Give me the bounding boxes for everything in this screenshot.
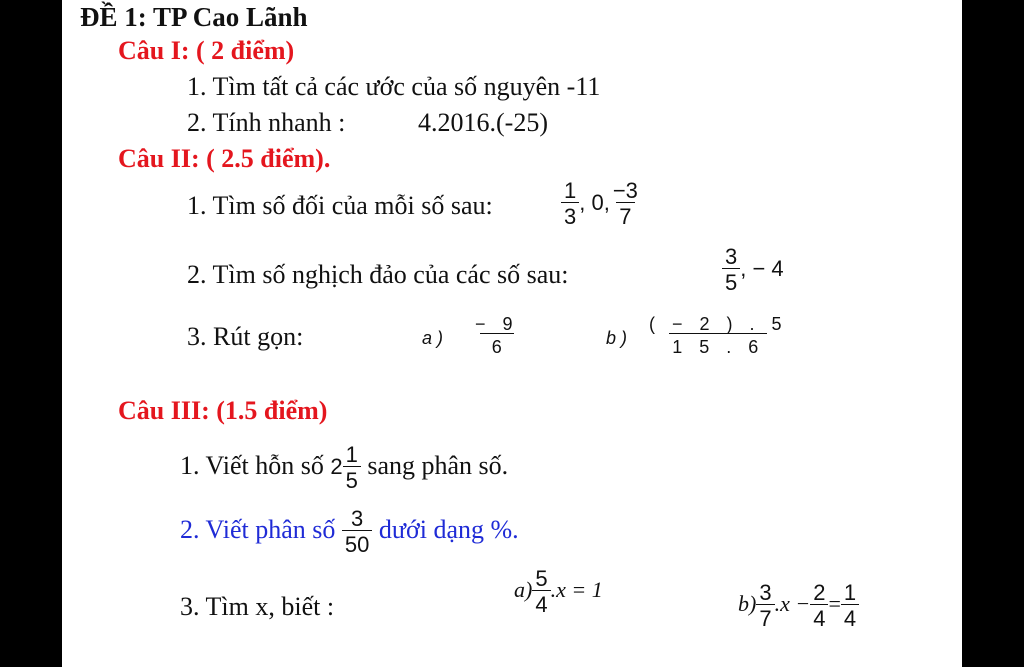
section-3-heading: Câu III: (1.5 điểm): [118, 396, 328, 425]
fraction-three-fifths: $\frac{3}{5}$: [722, 246, 740, 294]
page-title: ĐỀ 1: TP Cao Lãnh: [80, 2, 308, 32]
fraction-neg-three-sevenths: $\frac{-3}{7}$: [612, 178, 638, 229]
fraction-one-third: $\frac{1}{3}$: [561, 180, 579, 228]
s3-question-1: 1. Viết hỗn số 2 $\frac{1}{5}$ sang phân số.: [180, 442, 509, 493]
mixed-number: 2 $\frac{1}{5}$: [330, 454, 361, 479]
s1-question-1: 1. Tìm tất cả các ước của số nguyên -11: [187, 72, 601, 101]
value-minus-four: , − 4: [740, 255, 784, 281]
s2-q3-part-b-fraction: $\frac{( - 2 ) . 5}{1 5 . 6}$: [649, 314, 788, 357]
s2-question-1-label: 1. Tìm số đối của mỗi số sau:: [187, 191, 493, 220]
s2-q3-part-a-fraction: $\frac{- 9}{6}$: [475, 314, 519, 357]
s3-q3-part-b: b) $\frac{3}{7}$ .x − $\frac{2}{4}$ = $\frac{1}{4}$: [738, 582, 859, 630]
section-2-heading: Câu II: ( 2.5 điểm).: [118, 144, 331, 173]
s3-q3-part-a: a) $\frac{5}{4}$ .x = 1: [514, 566, 603, 617]
s3-question-3-label: 3. Tìm x, biết :: [180, 592, 335, 621]
s2-question-1-math: [561, 180, 641, 228]
s1-question-2-label: 2. Tính nhanh :: [187, 108, 346, 137]
s1-question-2-expression: 4.2016.(-25): [418, 108, 548, 137]
document-page: [62, 0, 962, 667]
s2-question-2-math: [722, 246, 784, 294]
s3-question-2: 2. Viết phân số $\frac{3}{50}$ dưới dạng %.: [180, 506, 519, 557]
section-1-heading: Câu I: ( 2 điểm): [118, 36, 295, 65]
s2-q3-part-a-label: a ): [422, 328, 444, 348]
s2-q3-part-b-label: b ): [606, 328, 628, 348]
separator-zero: , 0,: [579, 189, 610, 215]
s2-question-3-label: 3. Rút gọn:: [187, 322, 304, 351]
s2-question-2-label: 2. Tìm số nghịch đảo của các số sau:: [187, 260, 569, 289]
fraction-three-fiftieths: $\frac{3}{50}$: [342, 508, 372, 556]
